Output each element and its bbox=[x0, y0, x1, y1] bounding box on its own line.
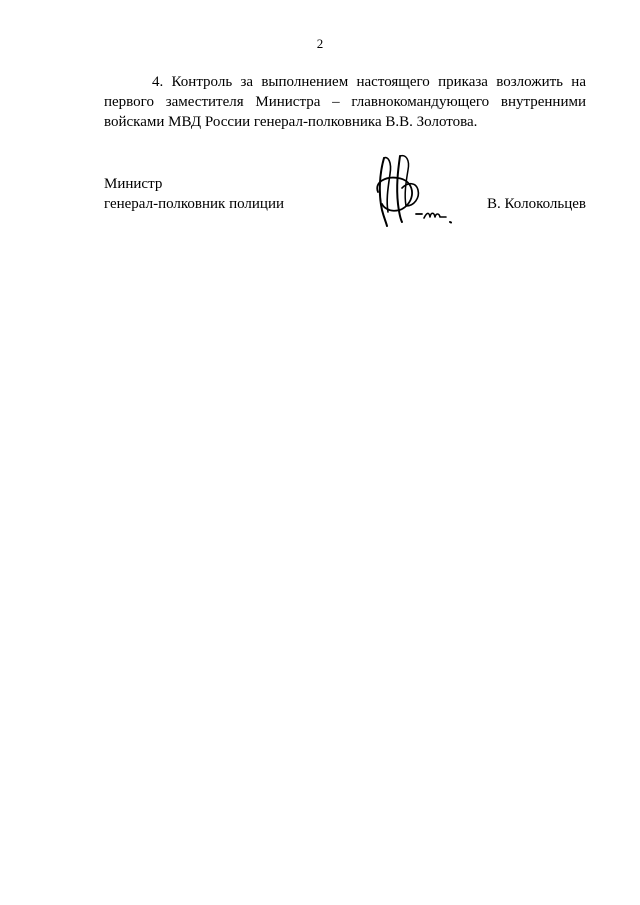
signatory-rank: генерал-полковник полиции bbox=[104, 196, 285, 212]
handwritten-signature-icon bbox=[372, 152, 458, 230]
paragraph-line: первого заместителя Министра – главнокомандующего внутренними bbox=[104, 94, 586, 110]
order-paragraph bbox=[104, 72, 586, 132]
paragraph-line: 4. Контроль за выполнением настоящего приказа возложить на bbox=[152, 74, 586, 90]
page-number: 2 bbox=[316, 36, 324, 51]
signatory-position: Министр bbox=[104, 176, 163, 192]
signatory-title bbox=[104, 174, 284, 214]
paragraph-line: войсками МВД России генерал-полковника В.В. Золотова. bbox=[104, 114, 478, 130]
signatory-name: В. Колокольцев bbox=[487, 196, 586, 212]
